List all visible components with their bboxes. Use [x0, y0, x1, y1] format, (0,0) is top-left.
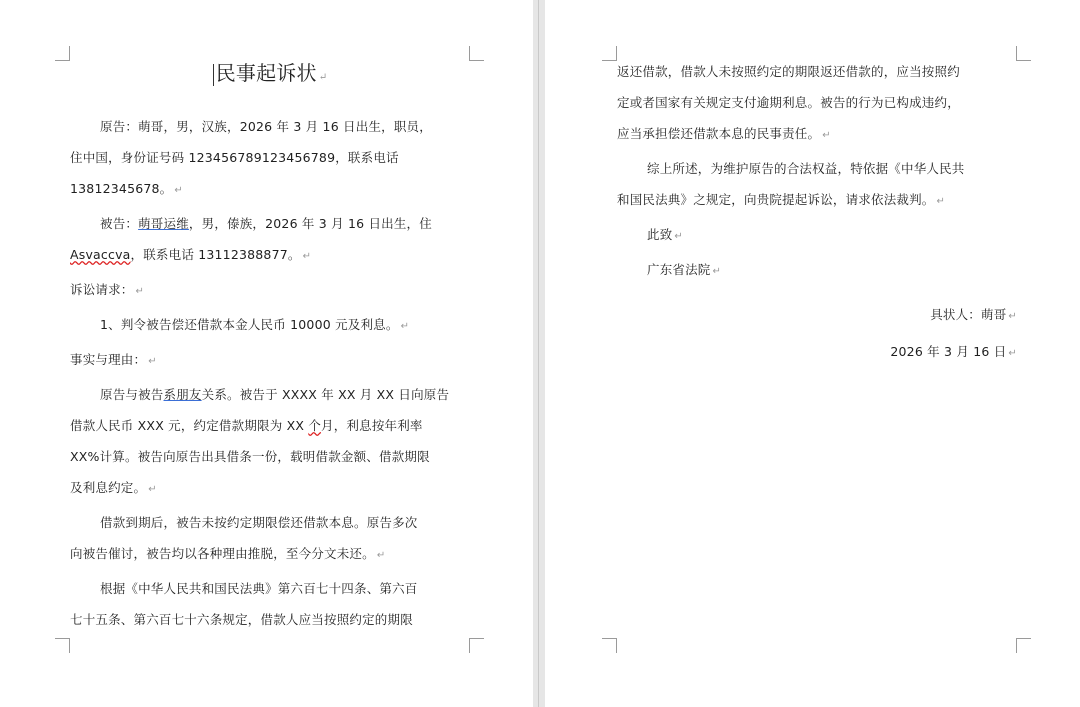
unit-text: 个	[308, 418, 322, 433]
crop-mark-top-right	[1016, 46, 1031, 61]
paragraph-mark: ↵	[318, 72, 328, 83]
paragraph-mark: ↵	[1008, 348, 1017, 359]
crop-mark-bottom-left	[55, 638, 70, 653]
text-cursor	[213, 64, 214, 86]
facts-heading: 事实与理由： ↵	[70, 352, 157, 367]
document-page-1[interactable]	[0, 0, 533, 707]
facts-paragraph-3-continued: 返还借款，借款人未按照约定的期限返还借款的，应当按照约 定或者国家有关规定支付逾期利息。被告的行为已构成违约， 应当承担偿还借款本息的民事责任。 ↵	[617, 64, 960, 141]
claims-heading: 诉讼请求： ↵	[70, 282, 145, 297]
page-gutter	[533, 0, 545, 707]
paragraph-mark: ↵	[148, 484, 157, 495]
paragraph-mark: ↵	[135, 286, 145, 297]
paragraph-mark: ↵	[936, 196, 946, 207]
document-title: 民事起诉状 ↵	[70, 60, 470, 91]
facts-paragraph-3: 根据《中华人民共和国民法典》第六百七十四条、第六百 七十五条、第六百七十六条规定，借款人应当按照约定的期限	[70, 581, 418, 627]
paragraph-mark: ↵	[302, 251, 312, 262]
defendant-name: 萌哥运维	[138, 216, 189, 231]
plaintiff-paragraph: 原告：萌哥，男，汉族，2026 年 3 月 16 日出生，职员， 住中国，身份证号码 123456789123456789，联系电话 13812345678。 ↵	[70, 119, 432, 196]
conclusion-paragraph: 综上所述，为维护原告的合法权益，特依据《中华人民共 和国民法典》之规定，向贵院提起诉讼，请求依法裁判。 ↵	[617, 161, 965, 207]
addressee-court: 广东省法院 ↵	[647, 262, 722, 277]
signature-line: 具状人：萌哥 ↵	[930, 307, 1017, 322]
salutation: 此致 ↵	[647, 227, 683, 242]
defendant-address: Asvaccva	[70, 247, 131, 262]
date-line: 2026 年 3 月 16 日 ↵	[890, 344, 1017, 359]
page-2-body[interactable]	[617, 56, 1017, 369]
gutter-divider	[538, 0, 539, 707]
facts-paragraph-1: 原告与被告系朋友关系。被告于 XXXX 年 XX 月 XX 日向原告 借款人民币 XXX 元，约定借款期限为 XX 个月，利息按年利率 XX%计算。被告向原告出具借条一份，载明借款金额、借款期限 及利息约定。 ↵	[70, 387, 450, 495]
facts-paragraph-2: 借款到期后，被告未按约定期限偿还借款本息。原告多次 向被告催讨，被告均以各种理由推脱，至今分文未还。 ↵	[70, 515, 418, 561]
page-1-body[interactable]	[70, 60, 470, 635]
crop-mark-top-left	[602, 46, 617, 61]
paragraph-mark: ↵	[712, 266, 722, 277]
paragraph-mark: ↵	[148, 356, 157, 367]
crop-mark-bottom-left	[602, 638, 617, 653]
crop-mark-bottom-right	[469, 638, 484, 653]
crop-mark-bottom-right	[1016, 638, 1031, 653]
paragraph-mark: ↵	[400, 321, 410, 332]
paragraph-mark: ↵	[822, 130, 831, 141]
relationship-text: 系朋友	[163, 387, 202, 402]
paragraph-mark: ↵	[1008, 311, 1017, 322]
paragraph-mark: ↵	[174, 185, 183, 196]
claim-item: 1、判令被告偿还借款本金人民币 10000 元及利息。 ↵	[100, 317, 410, 332]
crop-mark-top-left	[55, 46, 70, 61]
paragraph-mark: ↵	[674, 231, 683, 242]
document-page-2[interactable]	[545, 0, 1080, 707]
defendant-paragraph: 被告：萌哥运维，男，傣族，2026 年 3 月 16 日出生，住 Asvaccva，联系电话 13112388877。 ↵	[70, 216, 432, 262]
paragraph-mark: ↵	[376, 550, 386, 561]
crop-mark-top-right	[469, 46, 484, 61]
